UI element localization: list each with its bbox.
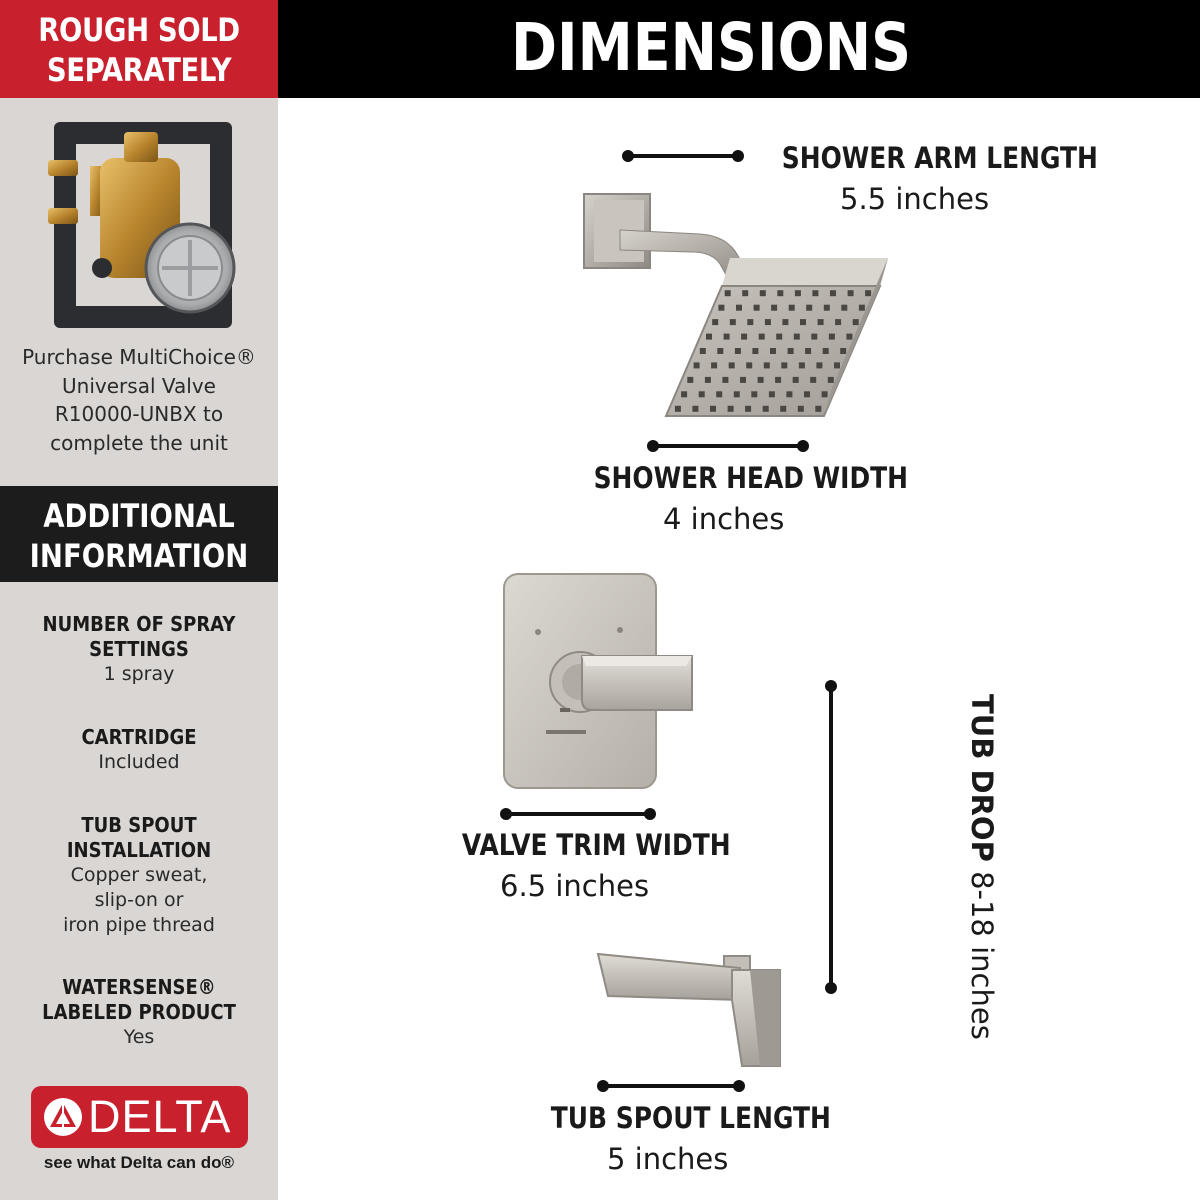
tub-spout-image xyxy=(590,944,786,1070)
valve-trim-dimension-line xyxy=(506,812,650,816)
nozzle xyxy=(793,377,799,383)
nozzle xyxy=(706,334,712,340)
valve-trim-value: 6.5 inches xyxy=(500,869,650,903)
additional-info-title: ADDITIONAL INFORMATION xyxy=(29,497,249,575)
shower-head-label: SHOWER HEAD WIDTH xyxy=(593,461,909,495)
nozzle xyxy=(705,377,711,383)
nozzle xyxy=(816,362,822,368)
nozzle xyxy=(859,305,865,311)
nozzle xyxy=(815,406,821,412)
nozzle xyxy=(824,305,830,311)
shower-head-dimension-line xyxy=(653,444,803,448)
nozzle xyxy=(728,406,734,412)
nozzle xyxy=(788,348,794,354)
rough-sold-separately-text: ROUGH SOLD SEPARATELY xyxy=(38,11,240,89)
info-heading: NUMBER OF SPRAY SETTINGS xyxy=(42,612,236,661)
nozzle xyxy=(751,391,757,397)
nozzle xyxy=(700,348,706,354)
delta-wordmark: DELTA xyxy=(88,1091,232,1142)
nozzle xyxy=(853,319,859,325)
nozzle xyxy=(692,406,698,412)
shower-arm-label: SHOWER ARM LENGTH xyxy=(781,141,1098,175)
nozzle xyxy=(865,290,871,296)
nozzle xyxy=(699,391,705,397)
nozzle xyxy=(841,305,847,311)
nozzle xyxy=(782,319,788,325)
tub-drop-dimension-line xyxy=(829,686,833,988)
nozzle xyxy=(799,362,805,368)
nozzle xyxy=(718,305,724,311)
nozzle xyxy=(780,406,786,412)
nozzle xyxy=(734,391,740,397)
nozzle xyxy=(763,406,769,412)
nozzle xyxy=(830,290,836,296)
nozzle xyxy=(835,319,841,325)
nozzle xyxy=(741,334,747,340)
nozzle xyxy=(823,348,829,354)
nozzle xyxy=(747,319,753,325)
valve-trim-image xyxy=(496,570,706,792)
nozzle xyxy=(822,391,828,397)
nozzle xyxy=(722,377,728,383)
nozzle xyxy=(710,406,716,412)
nozzle xyxy=(775,377,781,383)
nozzle xyxy=(846,334,852,340)
nozzle xyxy=(818,319,824,325)
nozzle xyxy=(810,377,816,383)
nozzle xyxy=(716,391,722,397)
nozzle xyxy=(675,406,681,412)
nozzle xyxy=(769,391,775,397)
nozzle xyxy=(711,362,717,368)
info-value: Included xyxy=(98,751,180,773)
nozzle xyxy=(812,290,818,296)
tub-drop-label: TUB DROP xyxy=(965,694,999,862)
nozzle xyxy=(776,334,782,340)
info-value: Yes xyxy=(123,1026,155,1048)
nozzle xyxy=(777,290,783,296)
nozzle xyxy=(771,305,777,311)
nozzle xyxy=(794,334,800,340)
shower-head-value: 4 inches xyxy=(663,502,785,536)
nozzle xyxy=(712,319,718,325)
info-value: Copper sweat, slip-on or iron pipe thread xyxy=(63,864,215,936)
nozzle xyxy=(805,348,811,354)
nozzle xyxy=(745,406,751,412)
info-heading: TUB SPOUT INSTALLATION xyxy=(66,813,212,862)
tub-drop-value: 8-18 inches xyxy=(965,871,999,1040)
info-watersense xyxy=(0,975,278,1050)
nozzle xyxy=(781,362,787,368)
nozzle xyxy=(789,305,795,311)
nozzle xyxy=(742,290,748,296)
nozzle xyxy=(806,305,812,311)
nozzle xyxy=(740,377,746,383)
delta-triangle-icon xyxy=(43,1097,83,1137)
nozzle xyxy=(759,334,765,340)
nozzle xyxy=(725,290,731,296)
info-heading: WATERSENSE® LABELED PRODUCT xyxy=(42,975,236,1024)
nozzle xyxy=(729,362,735,368)
nozzle xyxy=(758,377,764,383)
nozzle xyxy=(760,290,766,296)
tub-spout-value: 5 inches xyxy=(607,1142,729,1176)
nozzle xyxy=(828,377,834,383)
info-tub-spout-installation xyxy=(0,813,278,938)
nozzle xyxy=(730,319,736,325)
shower-arm-dimension-line xyxy=(628,154,738,158)
nozzle xyxy=(754,305,760,311)
nozzle xyxy=(786,391,792,397)
shower-arm-value: 5.5 inches xyxy=(840,182,990,216)
nozzle xyxy=(736,305,742,311)
valve-trim-label: VALVE TRIM WIDTH xyxy=(461,828,731,862)
nozzle xyxy=(765,319,771,325)
nozzle xyxy=(848,290,854,296)
nozzle xyxy=(811,334,817,340)
info-cartridge xyxy=(0,725,278,775)
nozzle xyxy=(795,290,801,296)
info-spray-settings xyxy=(0,612,278,687)
tub-spout-label: TUB SPOUT LENGTH xyxy=(550,1101,831,1135)
nozzle xyxy=(798,406,804,412)
tub-spout-dimension-line xyxy=(603,1084,739,1088)
nozzle xyxy=(717,348,723,354)
nozzle xyxy=(735,348,741,354)
page-title: DIMENSIONS xyxy=(510,9,912,86)
nozzle xyxy=(752,348,758,354)
purchase-valve-text: Purchase MultiChoice® Universal Valve R10000-UNBX to complete the unit xyxy=(22,345,256,455)
nozzle xyxy=(746,362,752,368)
tub-drop-callout xyxy=(964,694,1000,1040)
rough-valve-image xyxy=(40,118,240,334)
nozzle xyxy=(724,334,730,340)
nozzle xyxy=(687,377,693,383)
nozzle xyxy=(804,391,810,397)
nozzle xyxy=(764,362,770,368)
nozzle xyxy=(800,319,806,325)
info-heading: CARTRIDGE xyxy=(81,725,197,749)
delta-tagline: see what Delta can do® xyxy=(43,1153,235,1172)
info-value: 1 spray xyxy=(103,663,175,685)
nozzle xyxy=(681,391,687,397)
nozzle xyxy=(840,348,846,354)
nozzle xyxy=(694,362,700,368)
shower-head-image xyxy=(580,190,895,425)
nozzle xyxy=(834,362,840,368)
nozzle xyxy=(829,334,835,340)
nozzle xyxy=(770,348,776,354)
